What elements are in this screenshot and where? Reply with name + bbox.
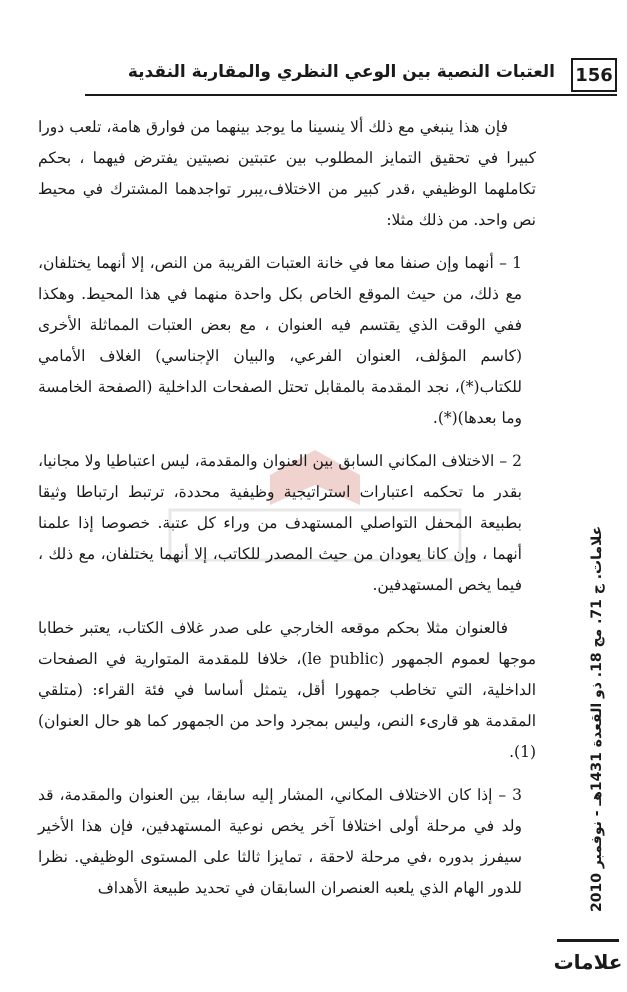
running-title: العتبات النصية بين الوعي النظري والمقاربة النقدية	[127, 62, 555, 82]
page-number: 156	[571, 58, 617, 92]
journal-issue-caption: علامات. ج 71. مج 18. ذو القعدة 1431هـ - نوفمبر 2010	[589, 525, 605, 912]
paragraph-item-3: 3 – إذا كان الاختلاف المكاني، المشار إليه سابقا، بين العنوان والمقدمة، قد ولد في مرحلة أولى اختلافا آخر يخص نوعية المستهدفين، فإن هذا الأخير سيفرز بدوره ،في مرحلة لاحقة ، تمايزا ثالثا على المستوى الوظيفي. نظرا للدور الهام الذي يلعبه العنصران السابقان في تحديد طبيعة الأهداف	[38, 786, 522, 897]
paragraph-item-2: 2 – الاختلاف المكاني السابق بين العنوان والمقدمة، ليس اعتباطيا ولا مجانيا، بقدر ما تحكمه اعتبارات استراتيجية وظيفية محددة، ترتبط ارتباطا وثيقا بطبيعة المحفل التواصلي المستهدف من وراء كل عتبة. خصوصا إذا علمنا أنهما ، وإن كانا يعودان من حيث المصدر للكاتب، إلا أنهما يختلفان، مع ذلك ، فيما يخص المستهدفين.	[38, 452, 522, 594]
paragraph-title-audience: فالعنوان مثلا بحكم موقعه الخارجي على صدر غلاف الكتاب، يعتبر خطابا موجها لعموم الجمهور (le public)، خلافا للمقدمة المتوارية في الصفحات الداخلية، التي تخاطب جمهورا أقل، يتمثل أساسا في فئة القراء: (متلقي المقدمة هو قارىء النص، وليس بمجرد واحد من الجمهور كما هو حال العنوان)(1).	[38, 619, 536, 761]
journal-logo: علامات	[557, 939, 619, 982]
article-body	[38, 112, 536, 916]
header-rule	[85, 94, 617, 96]
paragraph-item-1: 1 – أنهما وإن صنفا معا في خانة العتبات القريبة من النص، إلا أنهما يختلفان، مع ذلك، من حيث الموقع الخاص بكل واحدة منهما في هذا المحيط. وهكذا ففي الوقت الذي يقتسم فيه العنوان ، مع بعض العتبات المماثلة الأخرى (كاسم المؤلف، العنوان الفرعي، والبيان الإجناسي) الغلاف الأمامي للكتاب(*)، نجد المقدمة بالمقابل تحتل الصفحات الداخلية (الصفحة الخامسة وما بعدها)(*).	[38, 254, 522, 427]
paragraph-intro: فإن هذا ينبغي مع ذلك ألا ينسينا ما يوجد بينهما من فوارق هامة، تلعب دورا كبيرا في تحقيق التمايز المطلوب بين عتبتين نصيتين يفترض فيهما ، بحكم تكاملهما الوظيفي ،قدر كبير من الاختلاف،يبرر تواجدهما المشترك في محيط نص واحد. من ذلك مثلا:	[38, 118, 536, 229]
page-header	[85, 55, 617, 95]
journal-side-margin	[553, 512, 623, 982]
